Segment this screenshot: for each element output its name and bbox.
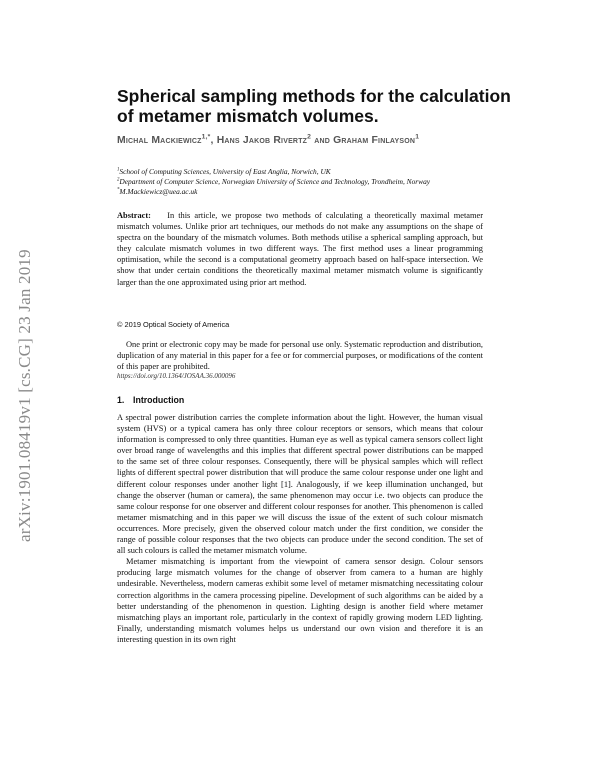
affiliation: [117, 177, 517, 187]
affiliation: [117, 167, 517, 177]
author-list: [117, 134, 517, 148]
section-number: 1.: [117, 395, 125, 405]
body-paragraph: Metamer mismatching is important from the viewpoint of camera sensor design. Colour sensors producing large mismatch volumes for the change of observer from camera to a human are highly undesirable. Nevertheless, modern cameras exhibit some level of metamer mismatching necessitating colour correction algorithms in the camera processing pipeline. Development of such algorithms can be aided by a better understanding of the phenomenon in question. Lighting design is another field where metamer mismatching plays an important role, particularly in the context of rapidly growing modern LED lighting. Finally, understanding mismatch volumes helps us understand our own vision and therefore it is an interesting question in its own right: [117, 557, 483, 644]
section-title: Introduction: [133, 395, 185, 405]
author-superscript: 1: [415, 133, 420, 141]
author-name: Michal Mackiewicz: [117, 135, 202, 146]
author-superscript: 1,*: [201, 133, 211, 141]
affiliation-marker: 1: [117, 167, 120, 173]
affiliation-marker: *: [117, 187, 120, 193]
body-paragraph: A spectral power distribution carries the complete information about the light. However, the human visual system (HVS) or a typical camera has only three colour receptors or sensors, which means that colour information is compressed to only three quantities. Human eye as well as typical camera sensors collect light over broad range of wavelengths and this implies that different spectral power distributions can be mapped to the same set of three colour responses. Consequently, there will be physical samples which will reflect lights of different spectral power distribution that will produce the same colour response under one light and different colour responses under another light [1]. Analogously, if we keep illumination unchanged, but change the observer (human or camera), the same phenomenon may occur i.e. two objects can produce the same colour response for one observer and different colour responses for another. This phenomenon is called metamer mismatching and in this paper we will discuss the issue of the extent of such colour mismatch occurrences. More precisely, given the observed colour match under the first condition, we consider the range of possible colour responses that the two objects can produce under the second condition. The set of all such colours is called the metamer mismatch volume.: [117, 413, 483, 556]
author-superscript: 2: [307, 133, 312, 141]
usage-notice: One print or electronic copy may be made for personal use only. Systematic reproduction and distribution, duplication of any material in this paper for a fee or for commercial purposes, or modifications of the content of this paper are prohibited.: [117, 340, 483, 372]
email-text[interactable]: M.Mackiewicz@uea.ac.uk: [119, 187, 198, 196]
author-name: Graham Finlayson: [333, 135, 416, 146]
affiliation-marker: 2: [117, 177, 120, 183]
corresponding-email[interactable]: [117, 187, 517, 197]
doi-link[interactable]: https://doi.org/10.1364/JOSAA.36.000096: [117, 372, 236, 380]
arxiv-identifier[interactable]: arXiv:1901.08419v1 [cs.CG] 23 Jan 2019: [15, 249, 34, 543]
affiliation-text: School of Computing Sciences, University of East Anglia, Norwich, UK: [119, 167, 331, 176]
section-body: [117, 412, 483, 645]
author-conjunction: and: [311, 135, 334, 146]
abstract-label: Abstract:: [117, 211, 151, 220]
paper-title: Spherical sampling methods for the calculation of metamer mismatch volumes.: [117, 86, 511, 126]
affiliation-list: [117, 167, 517, 197]
author-name: Hans Jakob Rivertz: [216, 135, 308, 146]
author-separator: ,: [210, 135, 217, 146]
abstract-text: In this article, we propose two methods of calculating a theoretically maximal metamer mismatch volumes. Unlike prior art techniques, our methods do not make any assumptions on the shape of spectra on the boundary of the mismatch volumes. Both methods utilise a spherical sampling approach, but they calculate mismatch volumes in two different ways. The first method uses a linear programming optimisation, while the second is a computational geometry approach based on half-space intersection. We show that under certain conditions the theoretically maximal metamer mismatch volume is significantly larger than the one approximated using prior art method.: [117, 211, 484, 287]
affiliation-text: Department of Computer Science, Norwegian University of Science and Technology, Trondheim, Norway: [119, 177, 431, 186]
abstract: [117, 210, 483, 288]
copyright-notice: © 2019 Optical Society of America: [117, 320, 230, 329]
section-heading: [117, 395, 483, 405]
